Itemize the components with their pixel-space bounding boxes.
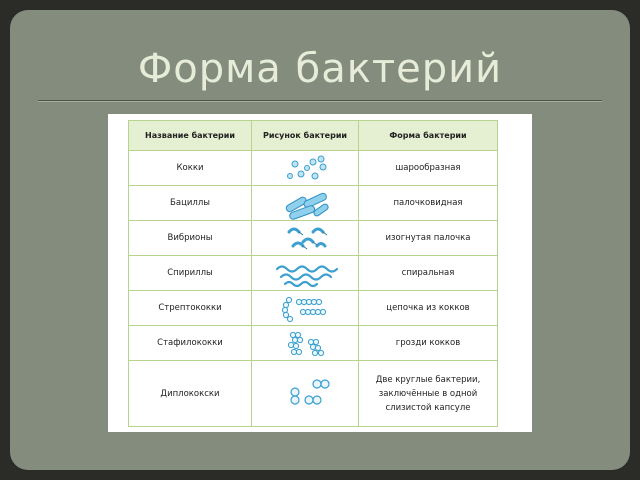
bacteria-name: Стафилококки xyxy=(129,326,252,361)
streptococci-icon xyxy=(255,292,355,325)
header-picture: Рисунок бактерии xyxy=(252,121,359,151)
table-row xyxy=(129,361,498,427)
shape-line: Две круглые бактерии, xyxy=(375,374,481,385)
table-row xyxy=(129,151,498,186)
bacteria-name: Диплококски xyxy=(129,361,252,427)
bacteria-shape: шарообразная xyxy=(359,151,498,186)
table-row xyxy=(129,186,498,221)
diplococci-icon xyxy=(255,364,355,424)
table-row xyxy=(129,221,498,256)
bacteria-shape: цепочка из кокков xyxy=(359,291,498,326)
bacteria-name: Бациллы xyxy=(129,186,252,221)
bacteria-picture xyxy=(252,291,359,326)
bacteria-picture xyxy=(252,326,359,361)
table-row xyxy=(129,291,498,326)
bacteria-picture xyxy=(252,151,359,186)
page-title: Форма бактерий xyxy=(137,46,503,92)
bacilli-icon xyxy=(255,187,355,220)
bacteria-shape xyxy=(359,361,498,427)
bacteria-picture xyxy=(252,221,359,256)
bacteria-name: Стрептококки xyxy=(129,291,252,326)
bacteria-table-panel xyxy=(108,114,532,432)
header-name: Название бактерии xyxy=(129,121,252,151)
bacteria-name: Спириллы xyxy=(129,256,252,291)
header-shape: Форма бактерии xyxy=(359,121,498,151)
staphylococci-icon xyxy=(255,327,355,360)
bacteria-shape: палочковидная xyxy=(359,186,498,221)
title-divider xyxy=(38,100,602,102)
bacteria-picture xyxy=(252,186,359,221)
bacteria-shape: грозди кокков xyxy=(359,326,498,361)
table-header-row xyxy=(129,121,498,151)
bacteria-shape: изогнутая палочка xyxy=(359,221,498,256)
table-row xyxy=(129,326,498,361)
bacteria-picture xyxy=(252,361,359,427)
shape-line: слизистой капсуле xyxy=(385,402,471,413)
bacteria-table xyxy=(128,120,498,427)
table-row xyxy=(129,256,498,291)
spirilla-icon xyxy=(255,257,355,290)
bacteria-name: Вибрионы xyxy=(129,221,252,256)
shape-line: заключённые в одной xyxy=(378,388,478,399)
bacteria-shape: спиральная xyxy=(359,256,498,291)
bacteria-name: Кокки xyxy=(129,151,252,186)
cocci-icon xyxy=(255,152,355,185)
vibrio-icon xyxy=(255,222,355,255)
bacteria-picture xyxy=(252,256,359,291)
